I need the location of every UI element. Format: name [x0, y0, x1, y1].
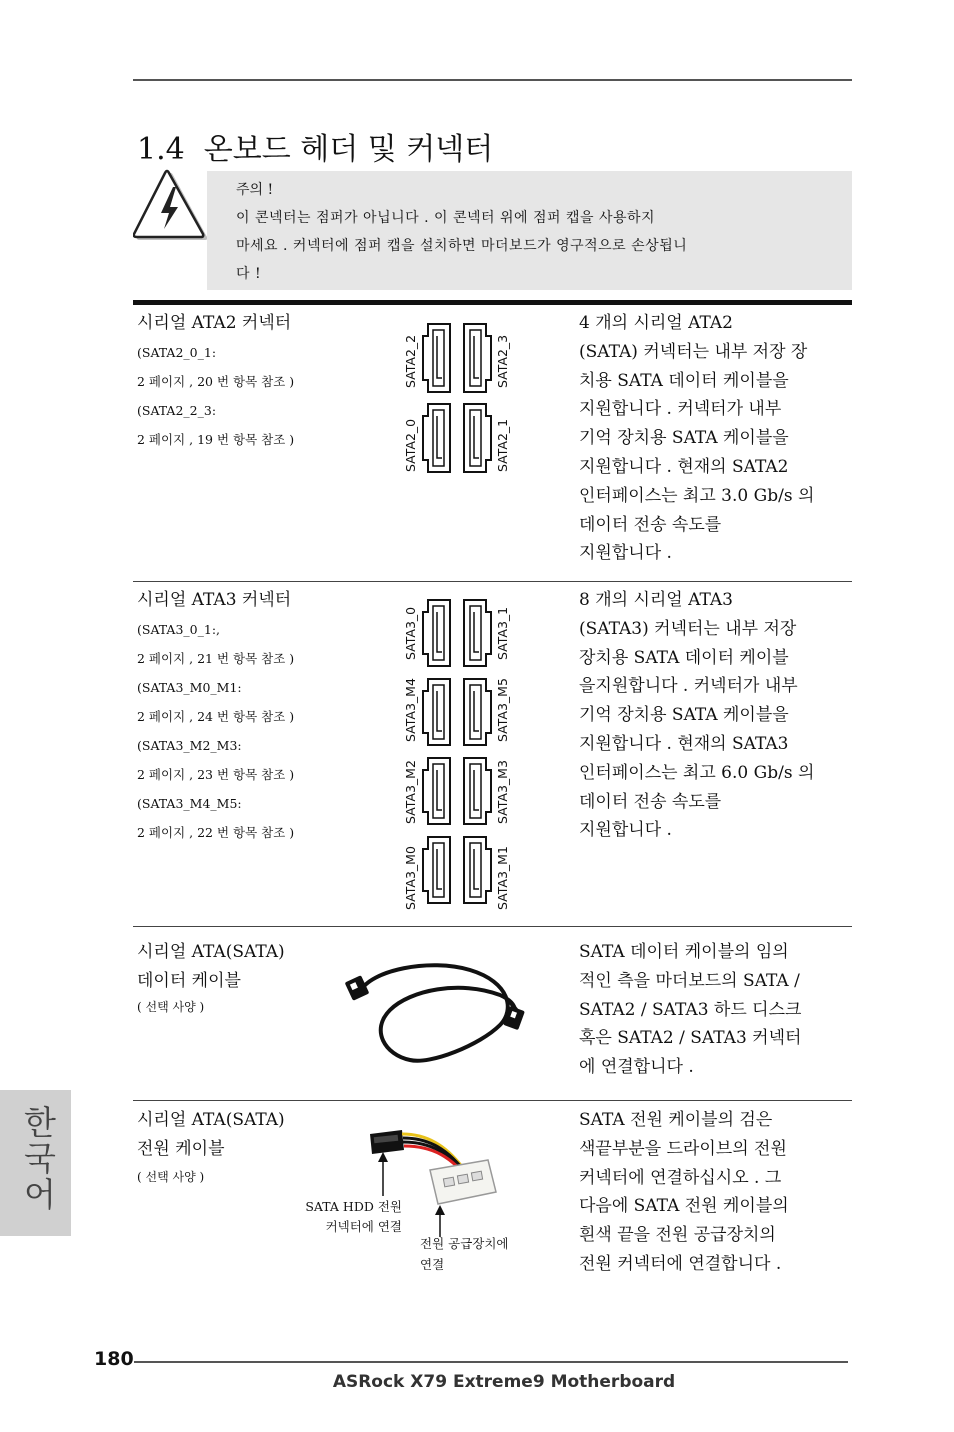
section-divider [133, 300, 852, 305]
arrow-up-icon [433, 1203, 447, 1237]
footer-rule [134, 1361, 848, 1363]
data-cable-title: 시리얼 ATA(SATA) [137, 942, 285, 962]
section-title: 1.4 온보드 헤더 및 커넥터 [137, 132, 494, 167]
warning-icon [133, 169, 211, 243]
sata2-ref: (SATA2_0_1: [137, 345, 217, 360]
row-divider [133, 1100, 852, 1101]
language-side-tab-text: 한 국 어 [24, 1103, 56, 1214]
sata2-label: SATA2_3 [495, 334, 510, 388]
sata2-ref: 2 페이지 , 19 번 항목 참조 ) [137, 432, 295, 447]
sata3-ref: (SATA3_M2_M3: [137, 738, 242, 753]
power-cable-title: 시리얼 ATA(SATA) [137, 1110, 285, 1130]
data-cable-optional: ( 선택 사양 ) [137, 1000, 205, 1014]
arrow-up-icon [376, 1150, 390, 1196]
sata3-ref: (SATA3_M4_M5: [137, 796, 242, 811]
power-cable-optional: ( 선택 사양 ) [137, 1170, 205, 1184]
sata3-description: 8 개의 시리얼 ATA3 (SATA3) 커넥터는 내부 저장 장치용 SATA 데이터 케이블 을지원합니다 . 커넥터가 내부 기억 장치용 SATA 케이블을 지원합니다 . 현재의 SATA3 인터페이스는 최고 6.0 Gb/s 의 데이터 전송 속도를 지원합니다 . [579, 590, 815, 841]
sata3-label: SATA3_1 [495, 606, 510, 660]
sata3-ref: 2 페이지 , 23 번 항목 참조 ) [137, 767, 295, 782]
row-divider [133, 926, 852, 927]
sata2-label: SATA2_0 [403, 418, 418, 472]
sata3-label: SATA3_M4 [403, 678, 418, 742]
power-cable-description: SATA 전원 케이블의 검은 색끝부분을 드라이브의 전원 커넥터에 연결하십시오 . 그 다음에 SATA 전원 케이블의 흰색 끝을 전원 공급장치의 전원 커넥터에 연결합니다 . [579, 1110, 789, 1274]
callout-hdd: SATA HDD 전원 커넥터에 연결 [305, 1199, 402, 1234]
sata-data-cable-image [340, 950, 530, 1080]
sata3-connector-diagram [396, 596, 526, 914]
sata2-description: 4 개의 시리얼 ATA2 (SATA) 커넥터는 내부 저장 장 치용 SATA 데이터 케이블을 지원합니다 . 커넥터가 내부 기억 장치용 SATA 케이블을 지원합니다 . 현재의 SATA2 인터페이스는 최고 3.0 Gb/s 의 데이터 전송 속도를 지원합니다 . [579, 313, 815, 564]
sata3-ref: 2 페이지 , 22 번 항목 참조 ) [137, 825, 295, 840]
caution-title: 주의 ! [236, 182, 274, 198]
caution-text: 이 콘넥터는 점퍼가 아닙니다 . 이 콘넥터 위에 점퍼 캡을 사용하지 마세요 . 커넥터에 점퍼 캡을 설치하면 마더보드가 영구적으로 손상됩니 다 ! [236, 210, 688, 282]
sata3-title: 시리얼 ATA3 커넥터 [137, 590, 292, 610]
sata3-label: SATA3_0 [403, 606, 418, 660]
page-number: 180 [94, 1348, 134, 1370]
sata2-ref: (SATA2_2_3: [137, 403, 217, 418]
data-cable-description: SATA 데이터 케이블의 임의 적인 측을 마더보드의 SATA / SATA2 / SATA3 하드 디스크 혹은 SATA2 / SATA3 커넥터 에 연결합니다 . [579, 942, 802, 1078]
sata3-label: SATA3_M1 [495, 846, 510, 910]
sata3-label: SATA3_M3 [495, 760, 510, 824]
sata2-title: 시리얼 ATA2 커넥터 [137, 313, 292, 333]
sata2-connector-diagram [396, 320, 526, 482]
sata3-ref: (SATA3_0_1:, [137, 622, 221, 637]
top-rule [133, 79, 852, 81]
sata3-label: SATA3_M5 [495, 678, 510, 742]
sata2-label: SATA2_2 [403, 334, 418, 388]
sata3-ref: 2 페이지 , 24 번 항목 참조 ) [137, 709, 295, 724]
sata2-label: SATA2_1 [495, 418, 510, 472]
sata2-ref: 2 페이지 , 20 번 항목 참조 ) [137, 374, 295, 389]
row-divider [133, 581, 852, 582]
sata3-ref: 2 페이지 , 21 번 항목 참조 ) [137, 651, 295, 666]
footer-title: ASRock X79 Extreme9 Motherboard [332, 1372, 676, 1392]
sata3-label: SATA3_M0 [403, 846, 418, 910]
data-cable-title: 데이터 케이블 [137, 971, 241, 991]
callout-psu: 전원 공급장치에 연결 [420, 1236, 509, 1272]
power-cable-title: 전원 케이블 [137, 1139, 225, 1159]
sata3-ref: (SATA3_M0_M1: [137, 680, 242, 695]
sata3-label: SATA3_M2 [403, 760, 418, 824]
